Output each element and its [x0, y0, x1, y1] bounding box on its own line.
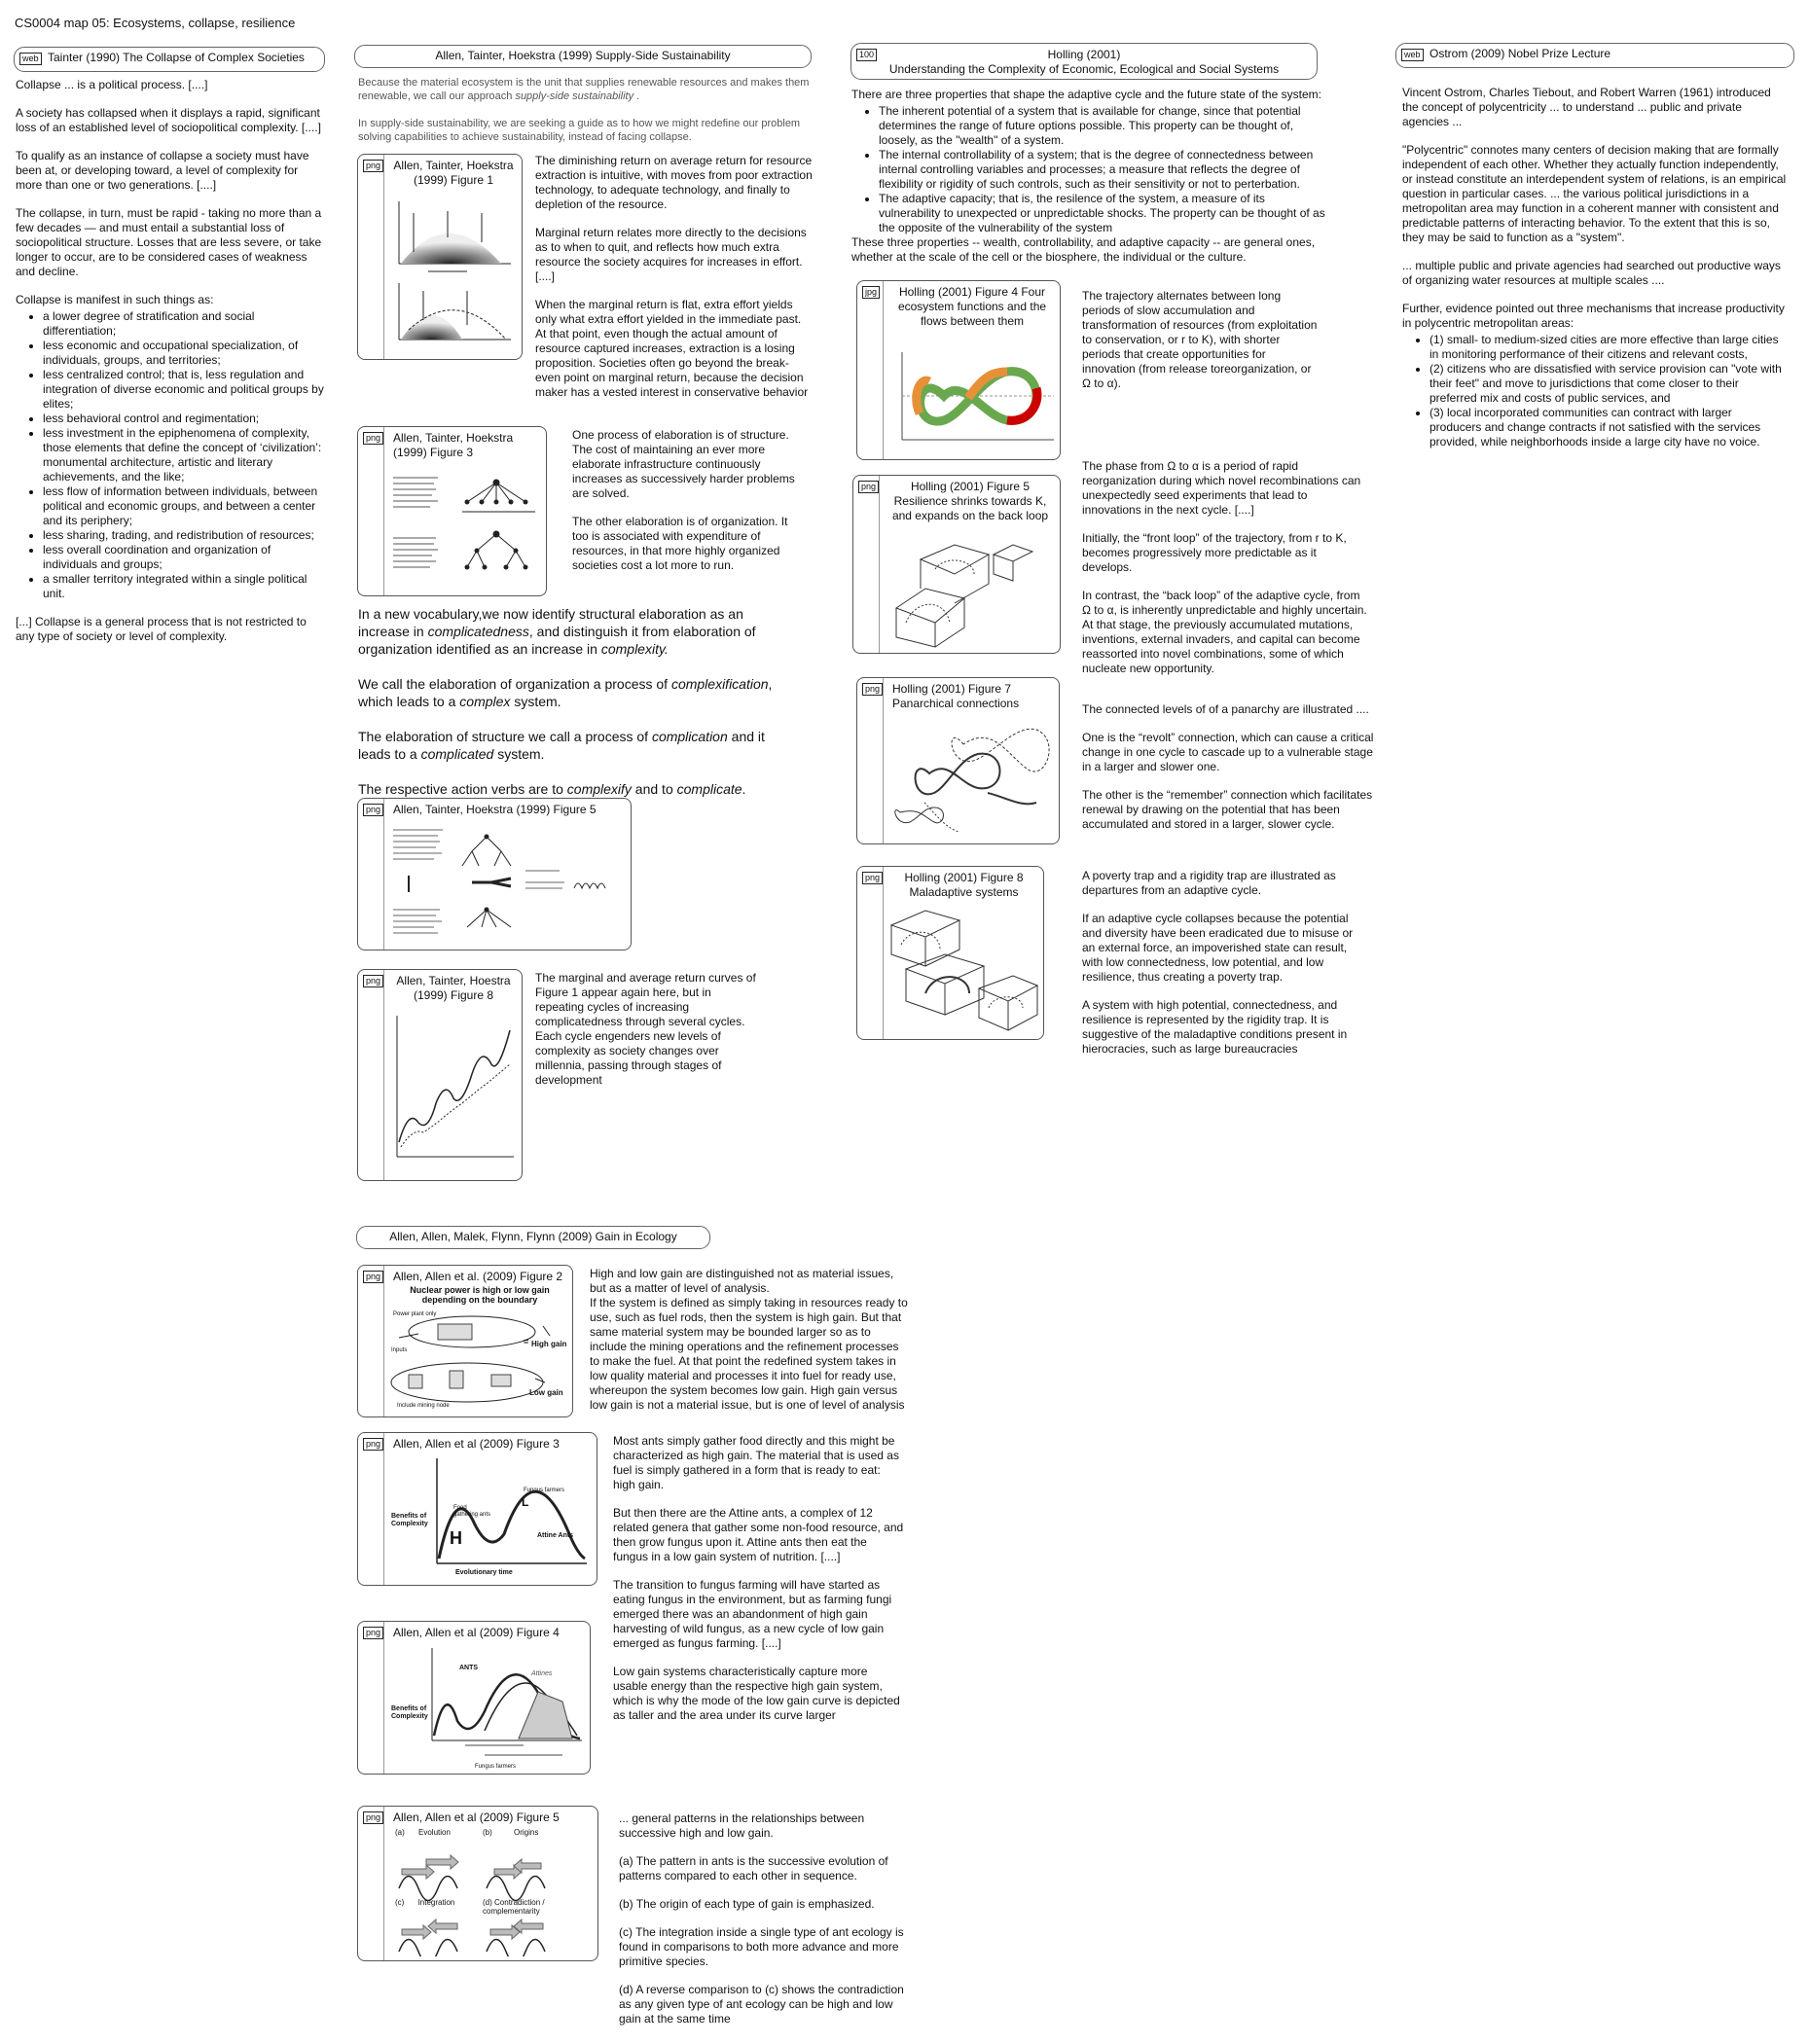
- figure-caption: Allen, Tainter, Hoekstra (1999) Figure 1: [393, 159, 514, 187]
- figure-caption: Allen, Allen et al (2009) Figure 4: [393, 1626, 560, 1639]
- holling-figure-5-image[interactable]: [852, 475, 1061, 654]
- figure-label: Low gain: [529, 1388, 563, 1397]
- figure-title: depending on the boundary: [421, 1295, 538, 1305]
- panel-label: (c): [395, 1898, 405, 1907]
- topic-gain-in-ecology[interactable]: [356, 1226, 710, 1249]
- figure-label: Fungus farmers: [475, 1764, 517, 1770]
- topic-title: Allen, Allen, Malek, Flynn, Flynn (2009) Gain in Ecology: [389, 1230, 677, 1243]
- paragraph: The other is the “remember” connection which facilitates renewal by drawing on the potential that has been accumulated and stored in a larger, slower cycle.: [1082, 788, 1373, 831]
- paragraph: ... multiple public and private agencies had searched out productive ways of organizing water resources at multiple scales ....: [1402, 259, 1781, 287]
- paragraph: The trajectory alternates between long periods of slow accumulation and transformation of resources (from exploitation to conservation, or r to K), with shorter periods that create opportunities for innovation (from release toreorganization, or Ω to α).: [1082, 289, 1318, 390]
- paragraph: In supply-side sustainability, we are seeking a guide as to how we might redefine our problem solving capabilities to achieve sustainability, instead of facing collapse.: [358, 118, 801, 143]
- paragraph: The elaboration of structure we call a process of complication and it leads to a complicated system.: [358, 729, 765, 762]
- paragraph: There are three properties that shape the adaptive cycle and the future state of the system:: [851, 88, 1321, 101]
- paragraph: Low gain systems characteristically capture more usable energy than the respective high gain system, which is why the mode of the low gain curve is depicted as taller and the area under its curve larger: [613, 1665, 900, 1722]
- list-item: • less centralized control; that is, less regulation and integration of diverse economic and political groups by elites;: [43, 368, 327, 412]
- y-axis-label: Benefits of: [391, 1705, 427, 1712]
- adaptive-cycle-diagram: [890, 347, 1058, 452]
- list-item: • (3) local incorporated communities can contract with larger producers and change contracts if not satisfied with the services provided, while neighborhoods inside a large city have no voice.: [1429, 406, 1787, 449]
- paragraph: (d) A reverse comparison to (c) shows the contradiction as any given type of ant ecology can be high and low gain at the same time: [619, 1983, 904, 2026]
- panel-title: Evolution: [418, 1828, 451, 1837]
- list-item: • (2) citizens who are dissatisfied with service provision can "vote with their feet" and move to jurisdictions that come closer to their preferred mix and costs of public services, and: [1429, 362, 1787, 406]
- paragraph: Marginal return relates more directly to the decisions as to when to quit, and reflects how much extra resource the society acquires for increases in effort. [....]: [535, 226, 807, 283]
- figure-label: ANTS: [459, 1665, 479, 1671]
- list-item: • less behavioral control and regimentation;: [43, 412, 327, 426]
- bullet-list: [1402, 333, 1787, 449]
- paragraph: If an adaptive cycle collapses because the potential and diversity have been eradicated due to misuse or an external force, an impoverished state can result, with low connectedness, low potential, and low resilience, thus creating a poverty trap.: [1082, 912, 1354, 984]
- figure-caption: Holling (2001) Figure 4 Four ecosystem functions and the flows between them: [897, 285, 1047, 328]
- paragraph: A system with high potential, connectedness, and resilience is represented by the rigidity trap. It is suggestive of the maladaptive conditions present in hierocracies, such as large bureaucracies: [1082, 998, 1348, 1056]
- paragraph: One is the “revolt” connection, which can cause a critical change in one cycle to cascade up to a vulnerable stage in a larger and slower one.: [1082, 731, 1374, 773]
- png-file-icon[interactable]: png: [363, 432, 383, 445]
- paragraph: A society has collapsed when it displays a rapid, significant loss of an established level of sociopolitical complexity. [....]: [16, 106, 321, 134]
- png-file-icon[interactable]: png: [858, 481, 879, 493]
- paragraph: In contrast, the “back loop” of the adaptive cycle, from Ω to α, is inherently unpredictable and highly uncertain. At that stage, the previously accumulated mutations, inventions, external invaders, and capital can become reassorted into novel combinations, some of which nucleate new opportunity.: [1082, 589, 1367, 675]
- y-axis-label: Benefits of: [391, 1513, 427, 1520]
- diminishing-returns-diagram: [389, 194, 516, 354]
- structure-organization-diagram: [389, 468, 540, 590]
- repeating-cycles-chart: [389, 1011, 518, 1171]
- topic-title: Allen, Tainter, Hoekstra (1999) Supply-Side Sustainability: [435, 49, 731, 62]
- note-ostrom: [1402, 86, 1787, 463]
- figure-label: Fungus farmers: [524, 1488, 565, 1493]
- paragraph: Initially, the “front loop” of the trajectory, from r to K, becomes progressively more predictable as it develops.: [1082, 531, 1347, 574]
- panel-label: (d): [483, 1898, 492, 1907]
- paragraph: The transition to fungus farming will have started as eating fungus in the environment, but as farming fungi emerged there was an abandonment of high gain harvesting of wild fungus, as a new cycle of low gain emerged as fungus farming. [....]: [613, 1578, 892, 1650]
- list-item: • less economic and occupational specialization, of individuals, groups, and territories;: [43, 339, 327, 368]
- paragraph: (a) The pattern in ants is the successive evolution of patterns compared to each other in sequence.: [619, 1854, 888, 1883]
- gain-patterns-diagram: [397, 1840, 592, 1956]
- figure-3-image[interactable]: [357, 426, 547, 596]
- paragraph: (b) The origin of each type of gain is emphasized.: [619, 1897, 875, 1911]
- paragraph: [...] Collapse is a general process that is not restricted to any type of society or level of complexity.: [16, 615, 307, 643]
- paragraph: The collapse, in turn, must be rapid - taking no more than a few decades — and must entail a substantial loss of sociopolitical structure. Losses that are less severe, or take longer to occur, are to be considered cases of weakness and decline.: [16, 206, 322, 278]
- paragraph: Most ants simply gather food directly and this might be characterized as high gain. The material that is used as fuel is simply gathered in a form that is ready to eat: high gain.: [613, 1434, 899, 1491]
- figure-label: Food gathering ants: [453, 1505, 491, 1518]
- bullet-list: [16, 309, 327, 601]
- paragraph: In a new vocabulary,we now identify structural elaboration as an increase in complicatedness, and distinguish it from elaboration of organization identified as an increase in complexity.: [358, 606, 756, 657]
- figure-caption: Allen, Allen et al (2009) Figure 5: [393, 1811, 560, 1824]
- gain-figure-5-image[interactable]: [357, 1806, 598, 1961]
- paragraph: High and low gain are distinguished not as material issues, but as a matter of level of analysis.: [590, 1267, 894, 1295]
- list-item: • The inherent potential of a system that is available for change, since that potential determines the range of future options possible. This property can be thought of, loosely, as the "wealth" of a system.: [879, 104, 1328, 148]
- paragraph: But then there are the Attine ants, a complex of 12 related genera that gather some non-food resource, and then grow fungus upon it. Attine ants then eat the fungus in a low gain system of nutrition. [....]: [613, 1506, 904, 1563]
- paragraph: ... general patterns in the relationships between successive high and low gain.: [619, 1811, 865, 1840]
- figure-caption: Allen, Tainter, Hoestra (1999) Figure 8: [396, 974, 511, 1002]
- figure-title: Nuclear power is high or low gain: [410, 1285, 550, 1295]
- note-holling-figure-4: [1082, 289, 1321, 405]
- panel-label: (b): [483, 1828, 492, 1837]
- png-file-icon[interactable]: png: [363, 160, 383, 172]
- png-file-icon[interactable]: png: [363, 1811, 383, 1824]
- low-gain-mark: L: [522, 1495, 529, 1509]
- figure-label: Power plant only: [393, 1311, 437, 1317]
- paragraph: We call the elaboration of organization a process of complexification, which leads to a complex system.: [358, 676, 773, 709]
- paragraph: The other elaboration is of organization. It too is associated with expenditure of resources, in that more highly organized societies cost a lot more to run.: [572, 515, 788, 572]
- figure-caption: Allen, Allen et al (2009) Figure 3: [393, 1437, 560, 1451]
- topic-subtitle: Understanding the Complexity of Economic, Ecological and Social Systems: [888, 62, 1280, 76]
- resilience-3d-diagram: [886, 530, 1057, 649]
- list-item: • a smaller territory integrated within a single political unit.: [43, 572, 327, 601]
- list-item: • less flow of information between individuals, between political and economic groups, and between a center and its periphery;: [43, 484, 327, 528]
- note-holling-figure-8: [1082, 869, 1359, 1070]
- png-file-icon[interactable]: png: [363, 1271, 383, 1283]
- y-axis-label: Complexity: [391, 1521, 428, 1527]
- gain-figure-4-image[interactable]: [357, 1621, 591, 1775]
- web-link-icon[interactable]: web: [19, 53, 42, 65]
- png-file-icon[interactable]: png: [363, 1627, 383, 1639]
- y-axis-label: Complexity: [391, 1713, 428, 1720]
- paragraph: A poverty trap and a rigidity trap are illustrated as departures from an adaptive cycle.: [1082, 869, 1336, 897]
- ant-ecology-chart: [426, 1643, 587, 1770]
- topic-tainter[interactable]: [14, 47, 325, 72]
- paragraph: Vincent Ostrom, Charles Tiebout, and Robert Warren (1961) introduced the concept of polycentricity ... to understand ... public and private agencies ...: [1402, 86, 1771, 128]
- paragraph: "Polycentric" connotes many centers of decision making that are formally independent of each other. Whether they actually function independently, or instead constitute an interdependent system of relations, is an empirical question in particular cases. ... the various political jurisdictions in a metropolitan area may function in a coherent manner with consistent and predictable patterns of interacting behavior. To the extent that this is so, they may be said to function as a "system".: [1402, 143, 1787, 244]
- note-figure-8: [535, 971, 759, 1101]
- figure-1-image[interactable]: [357, 154, 523, 360]
- panel-title: Integration: [417, 1898, 455, 1907]
- figure-label: Include mining node: [397, 1403, 450, 1409]
- nuclear-gain-diagram: [389, 1307, 570, 1414]
- panel-title: Contradiction / complementarity: [483, 1898, 545, 1916]
- x-axis-label: Evolutionary time: [455, 1569, 513, 1576]
- figure-5-image[interactable]: [357, 798, 632, 950]
- figure-caption: Holling (2001) Figure 5 Resilience shrinks towards K, and expands on the back loop: [891, 480, 1049, 522]
- web-link-icon[interactable]: web: [1401, 49, 1424, 61]
- paragraph: The phase from Ω to α is a period of rapid reorganization during which novel recombinations can unexpectedly seed experiments that lead to innovations in the next cycle. [....]: [1082, 459, 1361, 517]
- paragraph: Further, evidence pointed out three mechanisms that increase productivity in polycentric metropolitan areas:: [1402, 302, 1785, 330]
- panarchy-diagram: [890, 715, 1056, 840]
- gain-figure-3-image[interactable]: [357, 1432, 597, 1586]
- holling-figure-7-image[interactable]: [856, 677, 1060, 844]
- topic-title: Tainter (1990) The Collapse of Complex Societies: [48, 51, 305, 64]
- figure-label: Attine Ants: [537, 1532, 574, 1539]
- panel-label: (a): [395, 1828, 405, 1837]
- paragraph: The diminishing return on average return for resource extraction is intuitive, with moves from poor extraction technology, to adequate technology, and finally to depletion of the resource.: [535, 154, 813, 211]
- paragraph: To qualify as an instance of collapse a society must have been at, or developing toward, a level of complexity for more than one or two generations. [....]: [16, 149, 309, 192]
- complexity-complication-diagram: [389, 822, 628, 944]
- panel-title: Origins: [514, 1828, 539, 1837]
- note-figure-3: [572, 428, 798, 587]
- paragraph: (c) The integration inside a single type of ant ecology is found in comparisons to both more advance and more primitive species.: [619, 1925, 904, 1968]
- high-gain-mark: H: [450, 1528, 462, 1548]
- topic-title: Holling (2001): [1047, 48, 1121, 61]
- topic-title: Ostrom (2009) Nobel Prize Lecture: [1429, 47, 1611, 60]
- jpg-file-icon[interactable]: jpg: [862, 286, 880, 299]
- maladaptive-systems-diagram: [886, 906, 1040, 1036]
- topic-ostrom[interactable]: [1395, 43, 1794, 68]
- gain-figure-2-image[interactable]: [357, 1265, 573, 1417]
- list-item: • less overall coordination and organization of individuals and groups;: [43, 543, 327, 572]
- png-file-icon[interactable]: png: [363, 975, 383, 987]
- note-holling-figure-7: [1082, 702, 1374, 845]
- png-file-icon[interactable]: png: [862, 683, 883, 696]
- topic-supply-side[interactable]: [354, 45, 812, 68]
- figure-label: Attines: [531, 1670, 553, 1677]
- note-gain-figure-3: [613, 1434, 905, 1737]
- note-supply-side-intro: [358, 76, 815, 158]
- page-title: CS0004 map 05: Ecosystems, collapse, resilience: [15, 16, 296, 30]
- note-gain-figure-5: [619, 1811, 911, 2040]
- list-item: • The adaptive capacity; that is, the resilence of the system, a measure of its vulnerability to unexpected or unpredictable shocks. The property can be thought of as the opposite of the vulnerability of the system: [879, 192, 1328, 235]
- paragraph: Because the material ecosystem is the unit that supplies renewable resources and makes them renewable, we call our approach supply-side sustainability .: [358, 77, 810, 102]
- paragraph: The connected levels of of a panarchy are illustrated ....: [1082, 702, 1369, 716]
- png-file-icon[interactable]: png: [363, 804, 383, 816]
- note-holling-figure-5: [1082, 459, 1369, 690]
- figure-label: High gain: [531, 1340, 567, 1348]
- figure-caption: Holling (2001) Figure 7 Panarchical connections: [892, 682, 1020, 710]
- bullet-list: [851, 104, 1328, 235]
- list-item: • less sharing, trading, and redistribution of resources;: [43, 528, 327, 543]
- figure-caption: Allen, Tainter, Hoekstra (1999) Figure 5: [393, 803, 597, 816]
- note-tainter: [16, 78, 327, 658]
- paragraph: One process of elaboration is of structure. The cost of maintaining an ever more elaborate infrastructure continuously increases as successively harder problems are solved.: [572, 428, 795, 500]
- paragraph: The respective action verbs are to complexify and to complicate.: [358, 781, 746, 797]
- percent-100-icon[interactable]: 100: [856, 49, 877, 61]
- note-holling-properties: [851, 88, 1328, 278]
- holling-figure-8-image[interactable]: [856, 866, 1044, 1040]
- paragraph: If the system is defined as simply taking in resources ready to use, such as fuel rods, then the system is high gain. But that same material system may be bounded larger so as to include the mining operations and the refinement processes to make the fuel. At that point the redefined system takes in low quality material and processes it into fuel for ready use, whereupon the system becomes low gain. High gain versus low gain is not a material issue, but is one of level of analysis: [590, 1296, 908, 1412]
- note-vocabulary: [358, 605, 786, 815]
- paragraph: Collapse ... is a political process. [....]: [16, 78, 208, 91]
- holling-figure-4-image[interactable]: [856, 280, 1061, 460]
- figure-caption: Allen, Tainter, Hoekstra (1999) Figure 3: [393, 431, 514, 459]
- paragraph: These three properties -- wealth, controllability, and adaptive capacity -- are general ones, whether at the scale of the cell or the biosphere, the individual or the culture.: [851, 235, 1316, 264]
- paragraph: When the marginal return is flat, extra effort yields only what extra effort yielded in the immediate past. At that point, even though the actual amount of resource captured increases, extraction is a losing proposition. Societies often go beyond the break-even point on marginal return, because the decision maker has a vested interest in conservative behavior: [535, 298, 809, 399]
- topic-holling[interactable]: [850, 43, 1318, 80]
- list-item: • The internal controllability of a system; that is the degree of connectedness between internal controlling variables and processes; a measure that reflects the degree of flexibility or rigidity of such controls, such as their sensitivity or not to perterbation.: [879, 148, 1328, 192]
- svg-text:=: =: [524, 1337, 529, 1346]
- figure-caption: Allen, Allen et al. (2009) Figure 2: [393, 1270, 563, 1283]
- list-item: • a lower degree of stratification and social differentiation;: [43, 309, 327, 339]
- list-item: • less investment in the epiphenomena of complexity, those elements that define the concept of ‘civilization’: monumental architecture, artistic and literary achievements, and the like;: [43, 426, 327, 484]
- png-file-icon[interactable]: png: [363, 1438, 383, 1451]
- figure-caption: Holling (2001) Figure 8 Maladaptive systems: [904, 871, 1024, 899]
- figure-8-image[interactable]: [357, 969, 523, 1181]
- paragraph: Collapse is manifest in such things as:: [16, 293, 214, 306]
- list-item: • (1) small- to medium-sized cities are more effective than large cities in monitoring performance of their citizens and relevant costs,: [1429, 333, 1787, 362]
- figure-label: Inputs: [391, 1347, 408, 1353]
- note-gain-figure-2: [590, 1267, 911, 1426]
- paragraph: The marginal and average return curves of Figure 1 appear again here, but in repeating cycles of increasing complicatedness through several cycles. Each cycle engenders new levels of complexity as society changes over millennia, passing through stages of development: [535, 971, 756, 1087]
- note-figure-1: [535, 154, 813, 413]
- png-file-icon[interactable]: png: [862, 872, 883, 884]
